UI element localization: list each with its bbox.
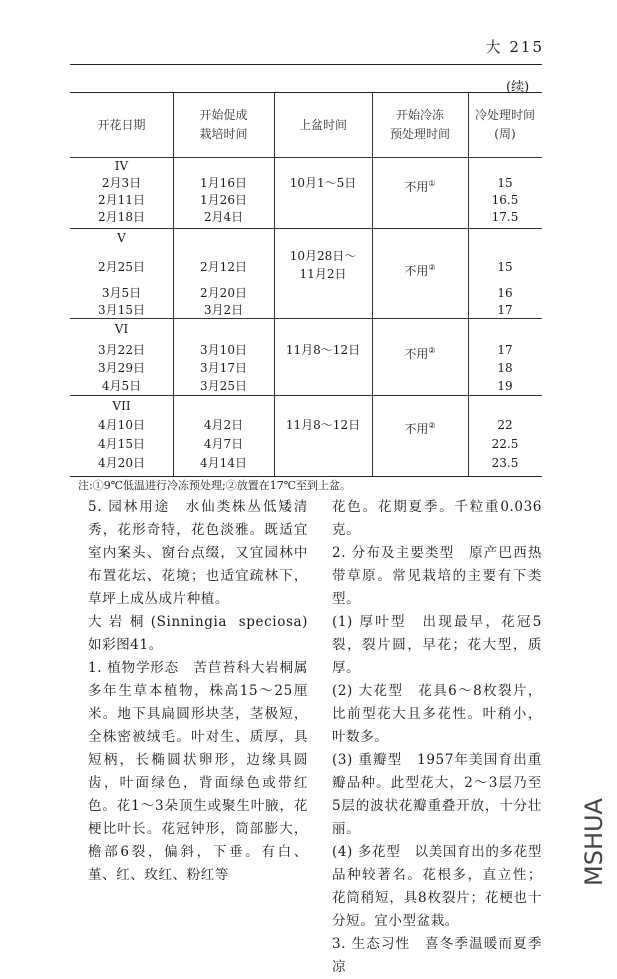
bloom-date: 3月29日 — [98, 361, 145, 375]
prechill-cell — [372, 259, 468, 280]
potting-date: 11月2日 — [299, 267, 347, 281]
table-footnote: 注:①9℃低温进行冷冻预处理;②放置在17℃至到上盆。 — [78, 479, 352, 492]
forcing-date: 3月17日 — [200, 361, 247, 375]
forcing-date: 4月14日 — [200, 456, 247, 470]
header-potting-time: 上盆时间 — [298, 117, 347, 132]
prechill-value: 不用 — [404, 422, 429, 436]
prechill-cell — [372, 342, 468, 363]
header-prechill-start: 开始冷冻 预处理时间 — [389, 108, 450, 141]
bloom-date: 4月5日 — [101, 379, 142, 393]
bloom-date: 3月22日 — [98, 343, 145, 357]
prechill-note-mark: ② — [428, 346, 436, 355]
prechill-value: 不用 — [404, 180, 429, 194]
forcing-date: 1月16日 — [200, 176, 247, 190]
header-chill-weeks: 冷处理时间 (周) — [474, 108, 535, 141]
chill-weeks: 17 — [497, 343, 513, 357]
left-text-column — [88, 496, 323, 887]
prechill-note-mark: ② — [428, 263, 436, 272]
bloom-date: 3月15日 — [98, 303, 145, 317]
group-label: VI — [114, 322, 129, 336]
group-label: IV — [114, 159, 129, 173]
forcing-date: 1月26日 — [200, 193, 247, 207]
bloom-date: 2月18日 — [98, 210, 145, 224]
forcing-date: 2月20日 — [200, 286, 247, 300]
chill-weeks: 22 — [497, 418, 513, 432]
bloom-date: 4月15日 — [98, 437, 145, 451]
forcing-date: 4月2日 — [203, 418, 244, 432]
paragraph: (3) 重瓣型 1957年美国育出重瓣品种。此型花大，2～3层乃至5层的波状花瓣重叠开放，十分壮丽。 — [332, 752, 542, 837]
forcing-schedule-table — [70, 92, 542, 477]
group-label: V — [117, 231, 126, 245]
bloom-date: 4月10日 — [98, 418, 145, 432]
prechill-value: 不用 — [404, 347, 429, 361]
prechill-cell — [372, 417, 468, 438]
watermark-logo — [579, 790, 609, 890]
chill-weeks: 17.5 — [491, 210, 519, 224]
watermark-text: MSHUA — [580, 798, 608, 886]
chill-weeks: 16 — [497, 286, 513, 300]
paragraph: 大岩桐(Sinningia speciosa) 如彩图41。 — [88, 614, 323, 653]
header-bloom-date: 开花日期 — [97, 117, 146, 132]
chill-weeks: 15 — [497, 176, 513, 190]
prechill-cell — [372, 175, 468, 196]
chill-weeks: 17 — [497, 303, 513, 317]
paragraph: (4) 多花型 以美国育出的多花型品种较著名。花根多，直立性；花筒稍短，具8枚裂片；花梗也十分短。宜小型盆栽。 — [332, 844, 542, 929]
bloom-date: 3月5日 — [101, 286, 142, 300]
paragraph: 3. 生态习性 喜冬季温暖而夏季凉 — [332, 936, 542, 975]
header-forcing-start: 开始促成 栽培时间 — [199, 108, 248, 141]
chill-weeks: 23.5 — [491, 456, 519, 470]
forcing-date: 3月10日 — [200, 343, 247, 357]
bloom-date: 2月11日 — [98, 193, 145, 207]
right-text-column — [332, 496, 542, 979]
forcing-date: 3月25日 — [200, 379, 247, 393]
prechill-note-mark: ② — [428, 421, 436, 430]
paragraph: 花色。花期夏季。千粒重0.036克。 — [332, 499, 542, 538]
forcing-date: 4月7日 — [203, 437, 244, 451]
chill-weeks: 18 — [497, 361, 513, 375]
bloom-date: 4月20日 — [98, 456, 145, 470]
group-label: VII — [112, 399, 131, 413]
table-group-rule — [70, 395, 542, 396]
forcing-date: 3月2日 — [203, 303, 244, 317]
bloom-date: 2月25日 — [98, 260, 145, 274]
table-group-rule — [70, 228, 542, 229]
paragraph: 5. 园林用途 水仙类株丛低矮清秀，花形奇特，花色淡雅。既适宜室内案头、窗台点缀，又宜园林中布置花坛、花境；也适宜疏林下，草坪上成丛成片种植。 — [88, 499, 308, 607]
paragraph: (2) 大花型 花具6～8枚裂片，比前型花大且多花性。叶稍小，叶数多。 — [332, 683, 542, 745]
forcing-date: 2月12日 — [200, 260, 247, 274]
prechill-note-mark: ① — [428, 179, 436, 188]
table-continued-label: (续) — [506, 80, 530, 95]
potting-date: 11月8～12日 — [285, 343, 361, 357]
potting-date: 11月8～12日 — [285, 418, 361, 432]
header-rule — [70, 64, 542, 65]
chill-weeks: 22.5 — [491, 437, 519, 451]
bloom-date: 2月3日 — [101, 176, 142, 190]
chill-weeks: 15 — [497, 260, 513, 274]
potting-date: 10月1～5日 — [289, 176, 357, 190]
paragraph: 1. 植物学形态 苦苣苔科大岩桐属多年生草本植物，株高15～25厘米。地下具扁圆形块茎，茎极短，全株密被绒毛。叶对生、质厚，具短柄，长椭圆状卵形，边缘具圆齿，叶面绿色，背面绿色或带红色。花1～3朵顶生或聚生叶腋，花梗比叶长。花冠钟形，筒部膨大，檐部6裂，偏斜，下垂。有白、堇、红、玫红、粉红等 — [88, 660, 308, 883]
chill-weeks: 19 — [497, 379, 513, 393]
potting-date: 10月28日～ — [289, 249, 357, 263]
paragraph: (1) 厚叶型 出现最早，花冠5裂，裂片圆，早花；花大型，质厚。 — [332, 614, 542, 676]
prechill-value: 不用 — [404, 264, 429, 278]
forcing-date: 2月4日 — [203, 210, 244, 224]
paragraph: 2. 分布及主要类型 原产巴西热带草原。常见栽培的主要有下类型。 — [332, 545, 542, 607]
chill-weeks: 16.5 — [491, 193, 519, 207]
running-header: 大 215 — [485, 38, 544, 56]
